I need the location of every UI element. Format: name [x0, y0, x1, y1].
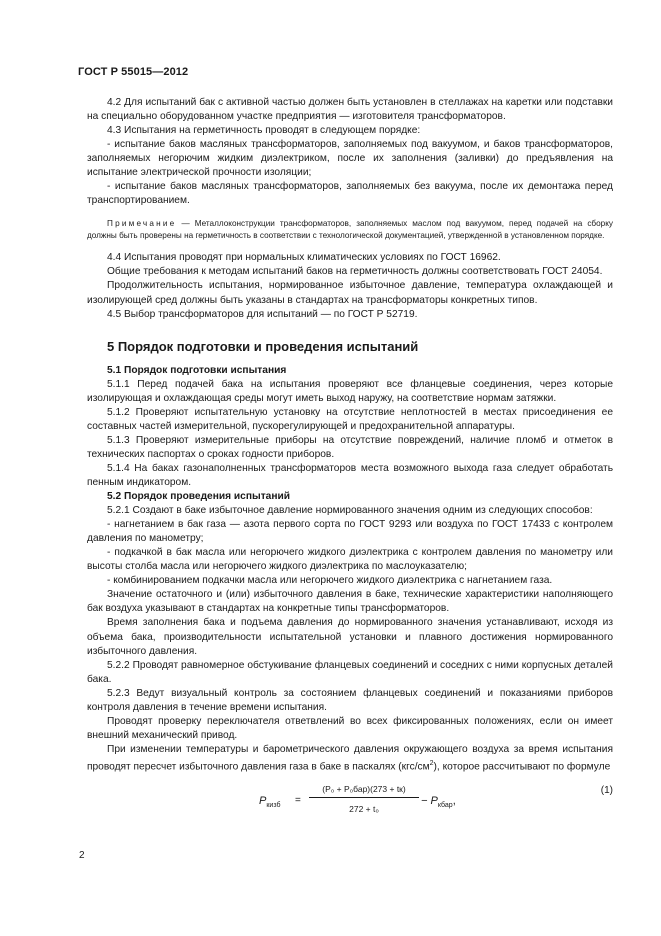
note-label: Примечание	[107, 219, 177, 229]
formula-denominator: 272 + t₀	[349, 804, 379, 815]
paragraph-5-1-2: 5.1.2 Проверяют испытательную установку на отсутствие неплотностей в местах присоединения ее составных частей измерительной, пускорегулирующей и предохранительной аппаратуры.	[87, 406, 613, 432]
document-header: ГОСТ Р 55015—2012	[78, 66, 189, 78]
paragraph-text: При изменении температуры и барометрического давления окружающего воздуха за время испытания проводят пересчет избыточного давления газа в баке в паскалях (кгс/см	[87, 743, 613, 773]
formula-subscript: кбар	[437, 802, 453, 810]
paragraph: Проводят проверку переключателя ответвлений во всех фиксированных положениях, если он имеет внешний механический привод.	[87, 715, 613, 741]
formula-numerator: (P₀ + P₀бар)(273 + tк)	[309, 782, 419, 798]
paragraph: Значение остаточного и (или) избыточного давления в баке, технические характеристики наполняющего бак воздуха указывают в стандартах на конкретные типы трансформаторов.	[87, 589, 613, 615]
formula-number: (1)	[600, 785, 613, 797]
paragraph-4-2: 4.2 Для испытаний бак с активной частью должен быть установлен в стеллажах на каретки или подставки на специально оборудованном участке предприятия — изготовителя трансформаторов.	[87, 97, 613, 123]
paragraph-5-1-1: 5.1.1 Перед подачей бака на испытания проверяют все фланцевые соединения, через которые изолирующая и охлаждающая среды могут иметь выход наружу, на соответствие нормам затяжки.	[87, 378, 613, 404]
paragraph-5-2-3: 5.2.3 Ведут визуальный контроль за состоянием фланцевых соединений и показаниями приборов контроля давления в течение времени испытания.	[87, 687, 613, 713]
formula-lhs	[259, 794, 280, 813]
formula-equals: =	[295, 795, 301, 807]
list-item: - испытание баков масляных трансформаторов, заполняемых под вакуумом, и баков трансформаторов, заполняемых негорючим жидким диэлектриком, после их заполнения (заливки) до предъявления на испытание электрической прочности изоляции;	[87, 139, 613, 179]
note	[87, 218, 613, 242]
formula-symbol: P	[259, 795, 267, 808]
note-text: — Металлоконструкции трансформаторов, заполняемых маслом под вакуумом, перед подачей на сборку должны быть проверены на герметичность в соответствии с технологической документацией, утвержденной в установленном порядке.	[87, 219, 613, 241]
paragraph-5-1-4: 5.1.4 На баках газонаполненных трансформаторов места возможного выхода газа следует обработать пенным индикатором.	[87, 462, 613, 488]
paragraph-5-1-3: 5.1.3 Проверяют измерительные приборы на отсутствие повреждений, наличие пломб и отметок в технических паспортах о сроках годности приборов.	[87, 434, 613, 460]
formula-subscript: кизб	[266, 802, 281, 810]
paragraph: Время заполнения бака и подъема давления до нормированного значения устанавливают, исходя из объема бака, производительности испытательной установки и плавного достижения нормированного избыточного давления.	[87, 617, 613, 657]
list-item: - подкачкой в бак масла или негорючего жидкого диэлектрика с контролем давления по манометру или высоты столба масла или негорючего жидкого диэлектрика по маслоуказателю;	[87, 547, 613, 573]
paragraph: Общие требования к методам испытаний баков на герметичность должны соответствовать ГОСТ 24054.	[107, 266, 603, 278]
formula-symbol: − P	[421, 795, 438, 808]
formula-1	[87, 782, 613, 818]
superscript: 2	[429, 759, 434, 767]
subsection-title-5-2: 5.2 Порядок проведения испытаний	[107, 491, 291, 503]
paragraph-5-2-1: 5.2.1 Создают в баке избыточное давление нормированного значения одним из следующих способов:	[107, 505, 593, 517]
page-number: 2	[79, 850, 85, 861]
list-item: - испытание баков масляных трансформаторов, заполняемых без вакуума, после их демонтажа перед транспортированием.	[87, 181, 613, 207]
list-item: - комбинированием подкачки масла или негорючего жидкого диэлектрика с нагнетанием газа.	[107, 575, 553, 587]
paragraph-text: ), которое рассчитывают по формуле	[433, 761, 611, 773]
paragraph-4-3: 4.3 Испытания на герметичность проводят в следующем порядке:	[107, 125, 421, 137]
paragraph: Продолжительность испытания, нормированное избыточное давление, температура охлаждающей и изолирующей сред должны быть указаны в стандартах на трансформаторы конкретных типов.	[87, 280, 613, 306]
document-body	[87, 96, 613, 818]
paragraph	[87, 743, 613, 774]
formula-comma: ,	[452, 795, 456, 808]
formula-rhs	[421, 794, 456, 813]
section-title-5: 5 Порядок подготовки и проведения испытаний	[107, 338, 419, 354]
subsection-title-5-1: 5.1 Порядок подготовки испытания	[107, 364, 287, 376]
paragraph-4-5: 4.5 Выбор трансформаторов для испытаний — по ГОСТ Р 52719.	[107, 308, 418, 320]
paragraph-5-2-2: 5.2.2 Проводят равномерное обстукивание фланцевых соединений и соседних с ними корпусных деталей бака.	[87, 659, 613, 685]
paragraph-4-4: 4.4 Испытания проводят при нормальных климатических условиях по ГОСТ 16962.	[107, 252, 501, 264]
list-item: - нагнетанием в бак газа — азота первого сорта по ГОСТ 9293 или воздуха по ГОСТ 17433 с контролем давления по манометру;	[87, 519, 613, 545]
